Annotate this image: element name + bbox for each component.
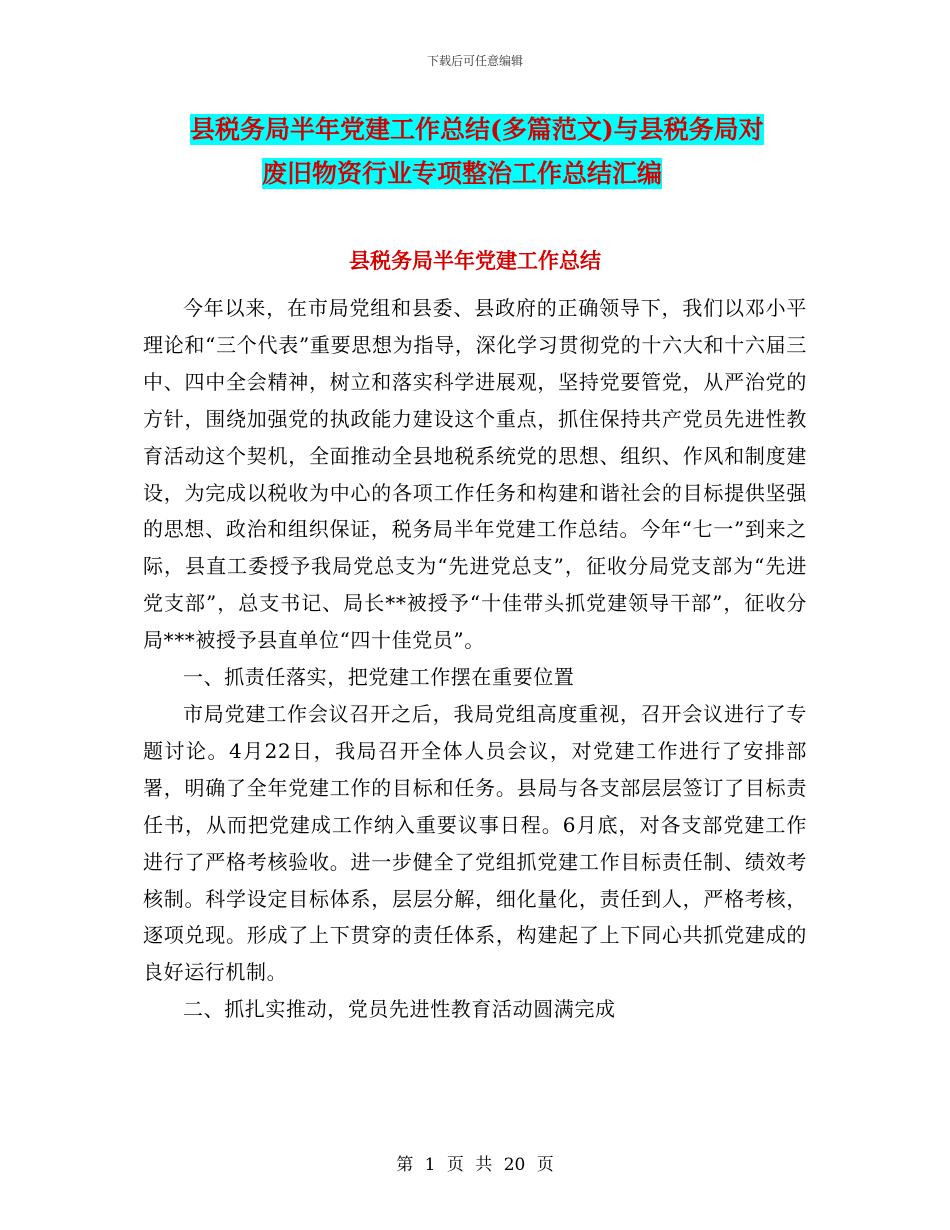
- paragraph-intro: 今年以来，在市局党组和县委、县政府的正确领导下，我们以邓小平理论和“三个代表”重要思想为指导，深化学习贯彻党的十六大和十六届三中、四中全会精神，树立和落实科学进展观，坚持党要管党，从严治党的方针，围绕加强党的执政能力建设这个重点，抓住保持共产党员先进性教育活动这个契机，全面推动全县地税系统党的思想、组织、作风和制度建设，为完成以税收为中心的各项工作任务和构建和谐社会的目标提供坚强的思想、政治和组织保证，税务局半年党建工作总结。今年“七一”到来之际，县直工委授予我局党总支为“先进党总支”，征收分局党支部为“先进党支部”，总支书记、局长**被授予“十佳带头抓党建领导干部”，征收分局***被授予县直单位“四十佳党员”。: [143, 296, 807, 653]
- document-title-line-1: [190, 108, 810, 152]
- document-title: [190, 108, 810, 196]
- page-header-note: 下载后可任意编辑: [426, 54, 523, 68]
- page-number: 第 1 页 共 20 页: [396, 1155, 554, 1175]
- heading-section-two: 二、抓扎实推动，党员先进性教育活动圆满完成: [183, 997, 616, 1022]
- document-title-line-1-text: 县税务局半年党建工作总结(多篇范文)与县税务局对: [190, 115, 764, 144]
- document-title-line-2: [190, 152, 810, 196]
- section-title: 县税务局半年党建工作总结: [349, 248, 601, 273]
- heading-section-one: 一、抓责任落实，把党建工作摆在重要位置: [183, 665, 575, 690]
- document-body: [143, 290, 807, 1028]
- paragraph-section-one: 市局党建工作会议召开之后，我局党组高度重视，召开会议进行了专题讨论。4月22日，我局召开全体人员会议，对党建工作进行了安排部署，明确了全年党建工作的目标和任务。县局与各支部层层签订了目标责任书，从而把党建成工作纳入重要议事日程。6月底，对各支部党建工作进行了严格考核验收。进一步健全了党组抓党建工作目标责任制、绩效考核制。科学设定目标体系，层层分解，细化量化，责任到人，严格考核，逐项兑现。形成了上下贯穿的责任体系，构建起了上下同心共抓党建成的良好运行机制。: [143, 701, 807, 985]
- document-title-line-2-text: 废旧物资行业专项整治工作总结汇编: [262, 159, 663, 188]
